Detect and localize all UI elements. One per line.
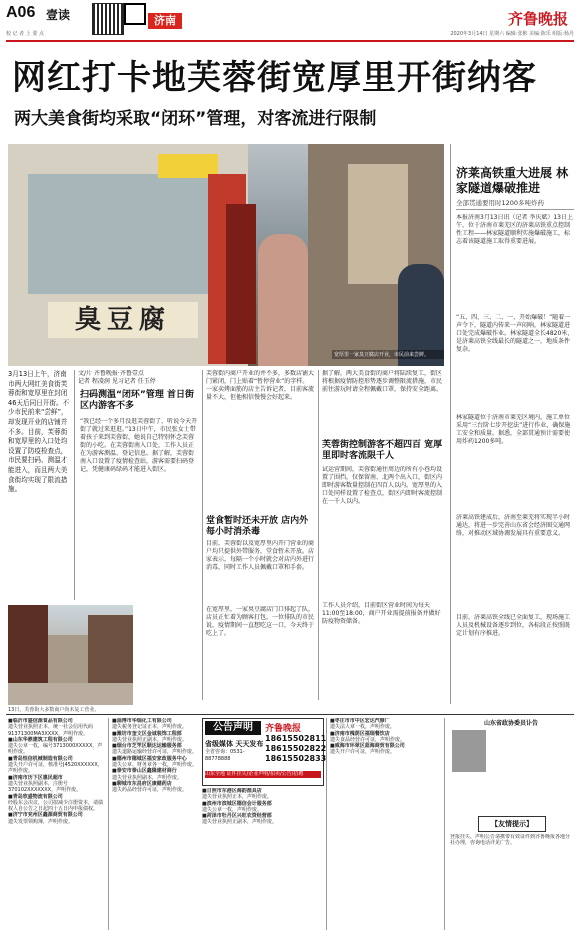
right-story-lead: 本报济南3月13日讯（记者 李庆斌）13日上午，位于济南市莱芜区的济莱高铁重点控制性工程——林家隧道顺利实施爆破施工，标志着该隧道施工取得重要进展。 [456, 214, 573, 245]
classified-item: ■泰安市泰山区鑫隆建材商行 遗失营业执照副本，声明作废。 [112, 768, 183, 781]
classified-item: ■枣庄市市中区宏达汽修厂 遗失法人章一枚，声明作废。 [330, 718, 396, 731]
classified-item: ■德州市德城区福安家政服务中心 遗失公章、财务章各一枚，声明作废。 [112, 755, 198, 769]
sub-headline: 两大美食街均采取“闭环”管理，对客流进行限制 [14, 109, 377, 129]
subhead-3: 芙蓉街控制游客不超四百 宽厚里即时客流限千人 [322, 440, 443, 461]
classified-item: ■济宁市兖州区鑫源商贸有限公司 遗失发票领购簿，声明作废。 [8, 812, 83, 825]
byline-1: 文/片 齐鲁晚报·齐鲁壹点 [78, 370, 144, 377]
classified-item: ■滨州市滨城区德信会计服务部 遗失公章一枚，声明作废。 [202, 800, 272, 813]
subhead-1: 扫码测温“闭环”管理 首日街区内游客不多 [80, 390, 194, 411]
right-story-body-3: 济莱高铁建成后，济南至莱芜将实现半小时通达，将进一步完善山东省会经济圈交通网络，对推动区域协调发展具有重要意义。 [456, 514, 571, 537]
classified-col-1 [8, 718, 106, 930]
section-name: 壹读 [46, 8, 71, 22]
tip-text: 登报挂失、声明公告请携带有效证件到齐鲁晚报各地分社办理，咨询电话详见广告。 [450, 834, 571, 847]
classified-item: ■济南市槐荫区福瑞餐饮店 遗失食品经营许可证，声明作废。 [330, 730, 406, 743]
right-story-title: 济莱高铁重大进展 林家隧道爆破推进 [456, 166, 569, 195]
ad-slogan-2: 山东全地 证件挂失/企业声明/拍卖/公告/招聘 [205, 771, 321, 778]
classified-item: ■威海市环翠区蓝海商贸有限公司 遗失开户许可证，声明作废。 [330, 743, 405, 756]
byline [78, 370, 198, 386]
classified-item: ■青岛欣盛物流有限公司 经股东会决议，公司拟减少注册资本，请债权人自公告之日起四十五日内申报债权。 [8, 793, 104, 813]
right-story-deck: 全部贯通要用时1200多吨炸药 [456, 199, 545, 207]
right-story-body-2: 林家隧道位于济南市莱芜区境内，施工单位采用“三台阶七步开挖法”进行作业，确保施工安全和质量。据悉，全部贯通预计需要使用炸药1200多吨。 [456, 414, 571, 445]
header-meta [6, 30, 574, 37]
right-story-body-4: 目前，济莱高铁全线已全面复工，现场施工人员及机械设备逐步到位，各标段正按照既定计划有序推进。 [456, 614, 571, 637]
masthead-logo: 齐鲁晚报 [507, 10, 568, 28]
ad-phone-3: 18615502833 [265, 754, 327, 763]
editor-line: 校 记 者 上 要 点 [6, 31, 44, 37]
classified-item: ■济南市历下区惠民超市 遗失营业执照副本，注册号370102XXXXXXX，声明作废。 [8, 774, 82, 794]
article-body-2: 芙蓉街内商户开业的并不多，多数店铺大门紧闭，门上贴着“暂停营业”的字样。一家卖烤面筋的店主告诉记者，目前客流量不大，但他相信慢慢会好起来。 [206, 370, 314, 401]
shop-sign: 臭豆腐 [48, 302, 198, 338]
ad-phones [265, 734, 326, 764]
lead-column: 3月13日上午，济南市两大网红美食街芙蓉街和宽厚里在封闭46天后同日开街。不少市民前来“尝鲜”，却发现开业的店铺并不多。目前，芙蓉街和宽厚里的入口处均设置了防疫检查点，市民要扫码、测温才能进入，而且两大美食街均实现了限流措施。 [8, 370, 70, 494]
ad-title: 公告声明 [205, 721, 261, 735]
main-headline: 网红打卡地芙蓉街宽厚里开街纳客 [12, 58, 537, 98]
ad-brand: 齐鲁晚报 [265, 724, 302, 734]
obituary-title: 山东省政协委员讣告 [483, 720, 538, 727]
classified-item: ■山东华鼎建筑工程有限公司 遗失公章一枚，编号3713000XXXXX，声明作废。 [8, 736, 103, 756]
article-body-4: 在宽厚里，一家臭豆腐店门口排起了队，店员正忙着为顾客打包。一位排队的市民说，疫情期间一直想吃这一口，今天终于吃上了。 [206, 606, 314, 637]
classified-col-2 [112, 718, 200, 930]
article-body-5: 试运营期间，芙蓉街通往周边的所有小巷均设置了围挡，仅保留南、北两个出入口，街区内即时游客数量控制在四百人以内。宽厚里的入口处同样设置了检查点，街区内即时客流控制在一千人以内。 [322, 466, 443, 505]
channel-tag: 济南 [148, 13, 182, 29]
classified-col-4 [330, 718, 440, 930]
classified-item: ■菏泽市牡丹区兴旺农资经营部 遗失营业执照正副本，声明作废。 [202, 813, 278, 826]
subhead-2: 堂食暂时还未开放 店内外每小时消杀毒 [206, 516, 309, 537]
photo2-caption: 13日，芙蓉街大多数商户尚未复工营业。 [8, 707, 100, 713]
classified-item: ■临沂市盛信源食品有限公司 遗失营业执照正本，统一社会信用代码91371300MA3XXXX，声明作废。 [8, 718, 94, 737]
classified-item: ■潍坊市奎文区金诚装饰工程部 遗失营业执照正副本，声明作废。 [112, 730, 188, 743]
classified-item: ■青岛恒信机械制造有限公司 遗失开户许可证，核准号J4520XXXXXX，声明作废。 [8, 755, 103, 775]
header-rule [6, 40, 574, 42]
classified-item: ■日照市东港区海韵渔具店 遗失营业执照正本，声明作废。 [202, 788, 273, 801]
ad-slogan-1: 省级媒体 天天发布 [205, 740, 264, 748]
classified-item: ■烟台市芝罘区顺达运输服务部 遗失道路运输经营许可证，声明作废。 [112, 743, 198, 756]
right-story-body-1: “五、四、三、二、一，开始爆破！”随着一声令下，隧道内传来一声闷响，林家隧道进口处完成爆破作业。林家隧道全长4820米，是济莱高铁全线最长的隧道之一，地质条件复杂。 [456, 314, 574, 353]
main-photo [8, 144, 444, 366]
qr-code-small-icon [124, 3, 146, 25]
ad-phone-2: 18615502822 [265, 744, 327, 753]
ad-tel: 全省咨询：0531-88778888 [205, 749, 245, 762]
notice-ad [202, 718, 327, 786]
photo1-caption: 宽厚里一家臭豆腐店开业，市民前来尝鲜。 [332, 350, 444, 359]
classifieds-rule [6, 714, 574, 715]
classified-item: ■淄博市华瑞化工有限公司 遗失税务登记证正本，声明作废。 [112, 718, 188, 731]
portrait-photo [452, 730, 486, 772]
obituary-block [448, 718, 574, 930]
byline-2: 记者 程凌润 见习记者 任玉停 [78, 378, 156, 385]
article-body-1: “我已经一个多月没逛芙蓉街了，听说今天开街了就过来逛逛。”13日中午，市民张女士带着孩子来到芙蓉街，她说自己特别怀念芙蓉街的小吃。在芙蓉街南入口处，工作人员正在为游客测温、登记信息。据了解，芙蓉街南入口设置了疫情检查站，游客需要扫码登记，凭健康码绿码才能进入街区。 [80, 418, 198, 473]
classified-col-3 [202, 788, 322, 930]
date-line: 2020年3月14日 星期六 编辑:张彬 美编:陈乐 组版:杨丹 [450, 31, 574, 37]
street-photo [8, 605, 133, 705]
page-number: A06 [6, 4, 36, 21]
article-body-5a: 据了解，两大美食街的商户将陆续复工，街区将根据疫情防控形势逐步调整限流措施，市民前往游玩时请全程佩戴口罩，保持安全距离。 [322, 370, 443, 393]
ad-phone-1: 18615502811 [265, 734, 327, 743]
classified-item: ■聊城市东昌府区康健药店 遗失药品经营许可证，声明作废。 [112, 780, 188, 794]
tip-label: 【友情提示】 [478, 816, 546, 832]
article-body-3: 目前，芙蓉街以及宽厚里内开门营业的商户均只提供外带服务，堂食暂未开放。店家表示，每隔一个小时就会对店内外进行消毒，同时工作人员佩戴口罩和手套。 [206, 540, 314, 571]
article-body-7: 工作人员介绍，目前街区营业时间为每天11:00至18:00，商户开业需提前报备并做好防疫物资储备。 [322, 602, 441, 625]
